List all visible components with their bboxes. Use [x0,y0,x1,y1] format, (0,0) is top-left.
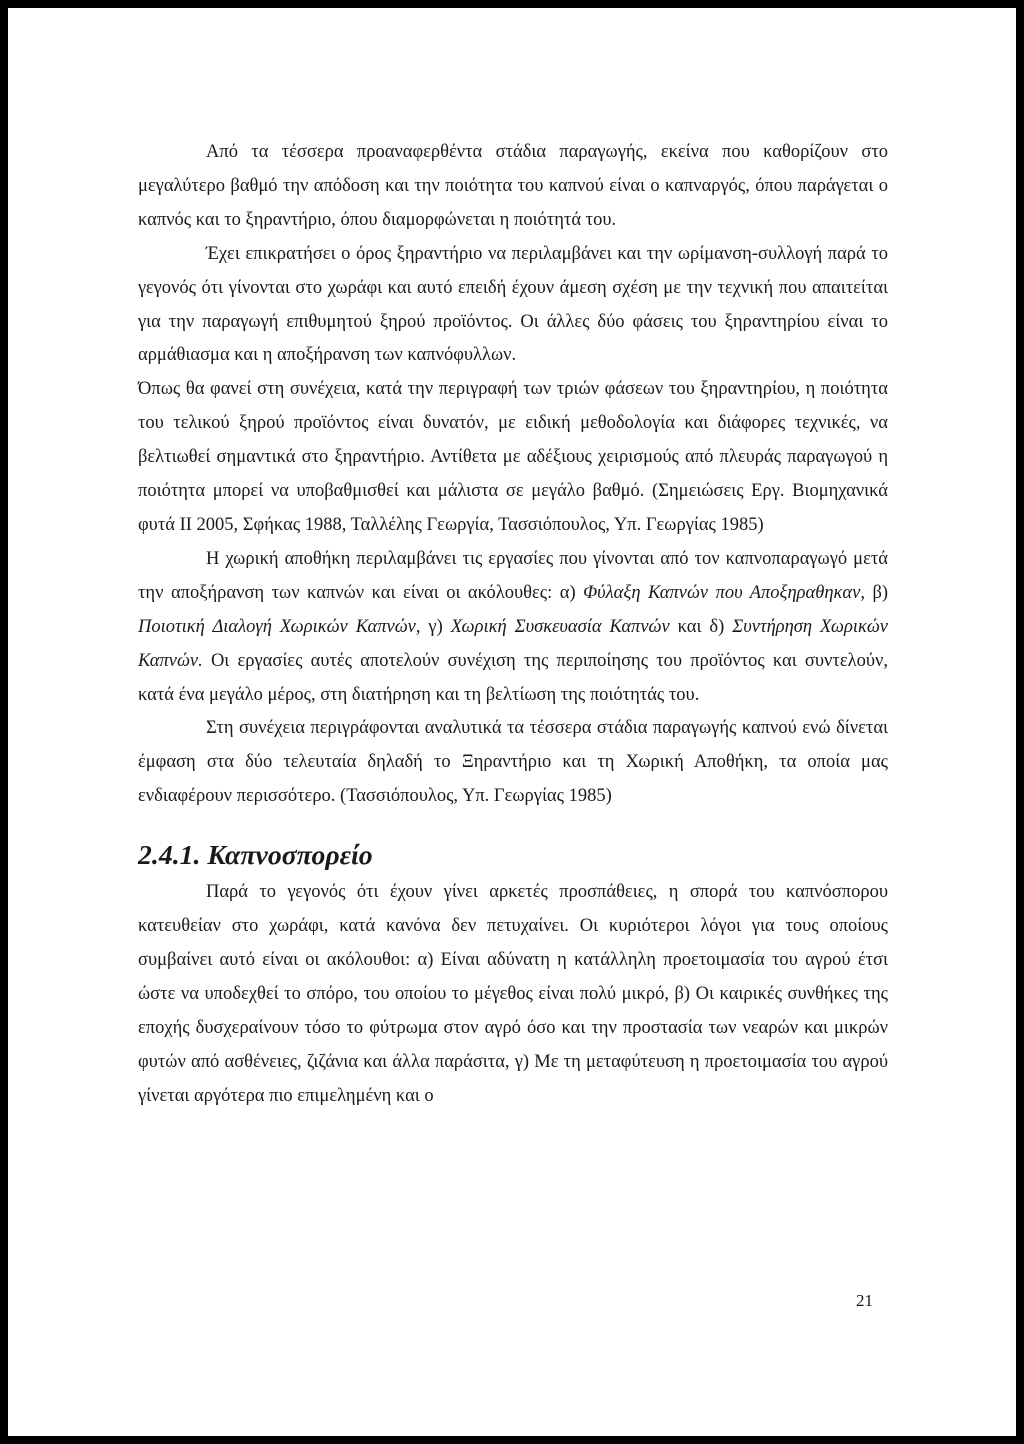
storage-intro: Η χωρική αποθήκη περιλαμβάνει τις εργασίες που γίνονται από τον καπνοπαραγωγό μετά την αποξήρανση των καπνών και είναι οι ακόλουθες: α) [138,548,888,603]
storage-item-b: Ποιοτική Διαλογή Χωρικών Καπνών, [138,616,421,637]
page-number: 21 [856,1291,873,1310]
page-body [138,136,888,1113]
paragraph-production-stages: Από τα τέσσερα προαναφερθέντα στάδια παραγωγής, εκείνα που καθορίζουν στο μεγαλύτερο βαθμό την απόδοση και την ποιότητα του καπνού είναι ο καπναργός, όπου παράγεται ο καπνός και το ξηραντήριο, όπου διαμορφώνεται η ποιότητά του. [138,142,888,230]
storage-item-a: Φύλαξη Καπνών που Αποξηραθηκαν, [583,582,865,603]
storage-item-c: Χωρική Συσκευασία Καπνών [450,616,670,637]
paragraph-seedbed: Παρά το γεγονός ότι έχουν γίνει αρκετές προσπάθειες, η σπορά του καπνόσπορου κατευθείαν στο χωράφι, κατά κανόνα δεν πετυχαίνει. Οι κυριότεροι λόγοι για τους οποίους συμβαίνει αυτό είναι οι ακόλουθοι: α) Είναι αδύνατη η κατάλληλη προετοιμασία του αγρού έτσι ώστε να υποδεχθεί το σπόρο, του οποίου το μέγεθος είναι πολύ μικρό, β) Οι καιρικές συνθήκες της εποχής δυσχεραίνουν τόσο το φύτρωμα στον αγρό όσο και την προστασία των νεαρών και μικρών φυτών από ασθένειες, ζιζάνια και άλλα παράσιτα, γ) Με τη μεταφύτευση η προετοιμασία του αγρού γίνεται αργότερα πιο επιμελημένη και ο [138,882,888,1106]
storage-sep-d: και δ) [669,616,733,637]
section-number: 2.4.1. [138,840,201,872]
storage-outro: Οι εργασίες αυτές αποτελούν συνέχιση της περιποίησης του προϊόντος και συντελούν, κατά ένα μεγάλο μέρος, στη διατήρηση και τη βελτίωση της ποιότητάς του. [138,650,888,705]
storage-sep-c: γ) [420,616,451,637]
section-title: Καπνοσπορείο [207,840,373,872]
paragraph-drying-term: Έχει επικρατήσει ο όρος ξηραντήριο να περιλαμβάνει και την ωρίμανση-συλλογή παρά το γεγονός ότι γίνονται στο χωράφι και αυτό επειδή έχουν άμεση σχέση με την τεχνική που απαιτείται για την παραγωγή επιθυμητού ξηρού προϊόντος. Οι άλλες δύο φάσεις του ξηραντηρίου είναι το αρμάθιασμα και η αποξήρανση των καπνόφυλλων. [138,243,888,366]
paragraph-stage-description: Στη συνέχεια περιγράφονται αναλυτικά τα τέσσερα στάδια παραγωγής καπνού ενώ δίνεται έμφαση στα δύο τελευταία δηλαδή το Ξηραντήριο και τη Χωρική Αποθήκη, τα οποία μας ενδιαφέρουν περισσότερο. (Τασσιόπουλος, Υπ. Γεωργίας 1985) [138,718,888,807]
section-heading [138,836,888,876]
paragraph-quality: Όπως θα φανεί στη συνέχεια, κατά την περιγραφή των τριών φάσεων του ξηραντηρίου, η ποιότητα του τελικού ξηρού προϊόντος είναι δυνατόν, με ειδική μεθοδολογία και διάφορες τεχνικές, να βελτιωθεί σημαντικά στο ξηραντήριο. Αντίθετα με αδέξιους χειρισμούς από πλευράς παραγωγού η ποιότητα μπορεί να υποβαθμισθεί και μάλιστα σε μεγάλο βαθμό. (Σημειώσεις Εργ. Βιομηχανικά φυτά ΙΙ 2005, Σφήκας 1988, Ταλλέλης Γεωργία, Τασσιόπουλος, Υπ. Γεωργίας 1985) [138,379,888,535]
storage-sep-b: β) [864,582,889,603]
paragraph-storage [138,543,888,713]
storage-item-d: Συντήρηση Χωρικών Καπνών. [138,616,888,671]
document-page [8,8,1016,1436]
